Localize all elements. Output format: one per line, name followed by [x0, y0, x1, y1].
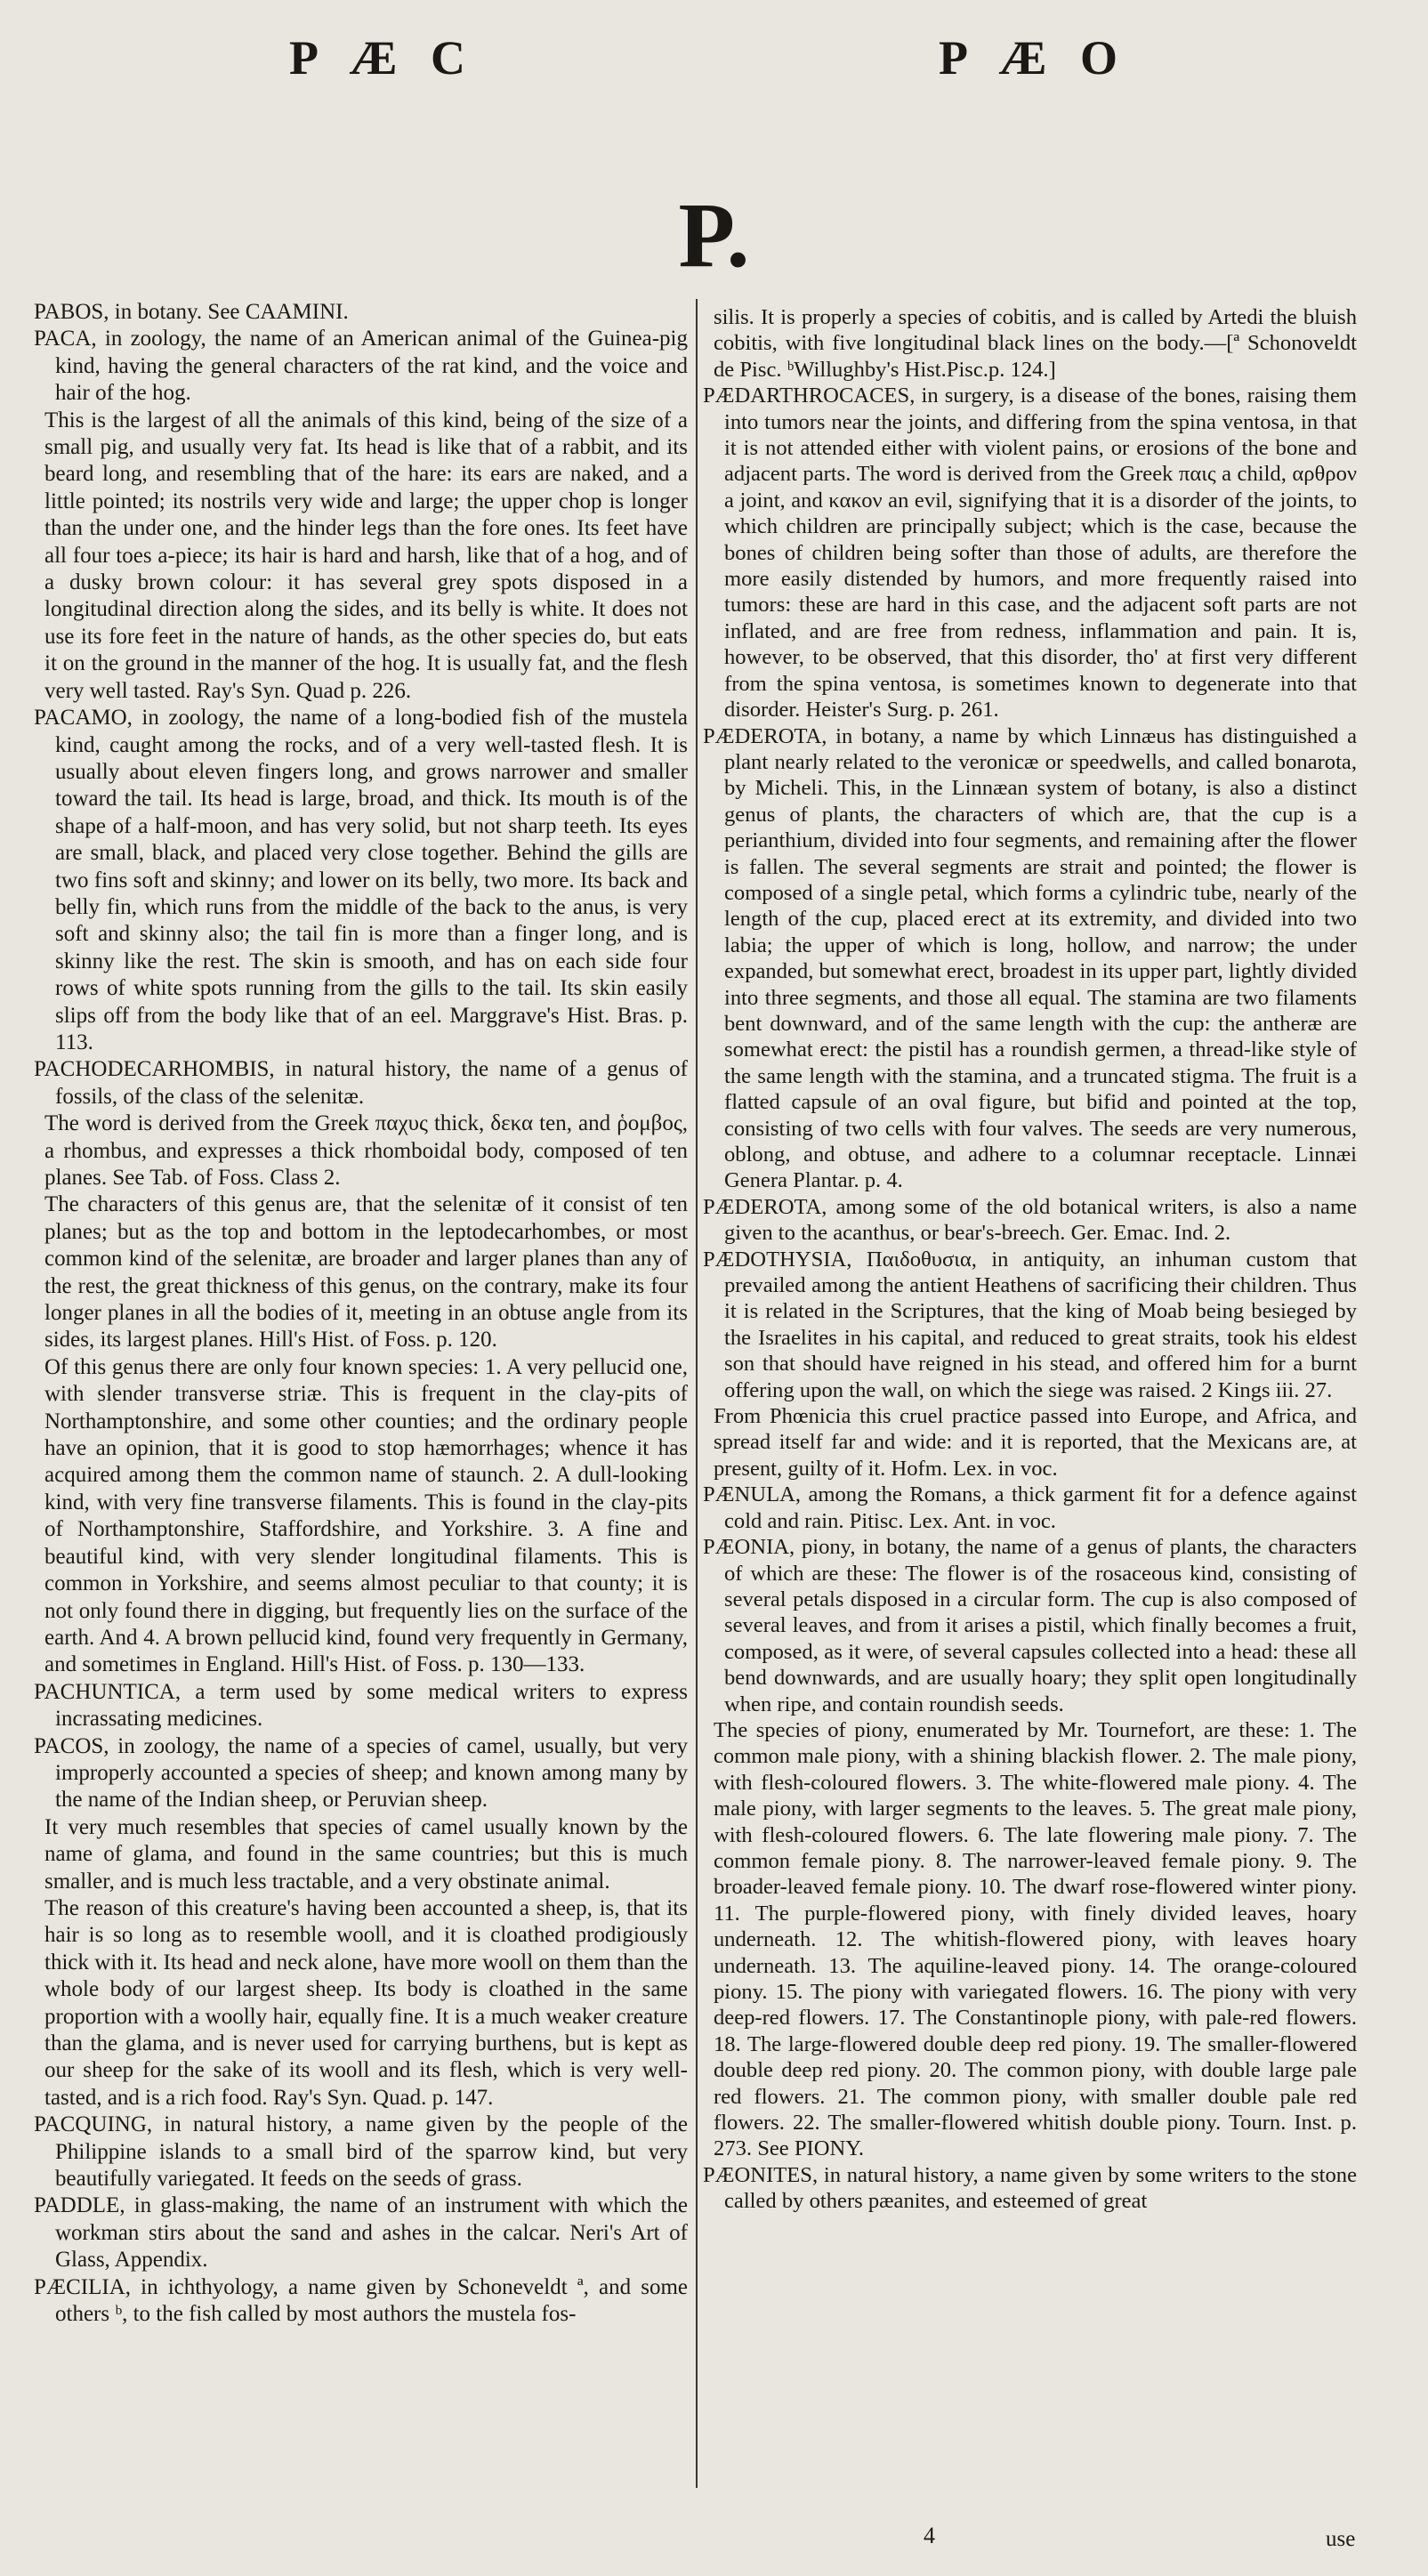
entry-text: From Phœnicia this cruel practice passed into Europe, and Africa, and spread itself far and wide: and it is reported, that the Mexicans are, at present, guilty of it. Hofm. Lex. in voc. [714, 1404, 1357, 1481]
running-head-right: P Æ O [939, 31, 1129, 85]
entry-text: in glass-making, the name of an instrument with which the workman stirs about the sand and ashes in the calcar. Neri's Art of Glass, Appendix. [55, 2193, 688, 2273]
left-column [34, 299, 688, 2328]
entry-headword: PACHODECARHOMBIS, [34, 1057, 275, 1082]
dictionary-entry [34, 1733, 688, 1814]
entry-text: piony, in botany, the name of a genus of plants, the characters of which are these: The flower is of the rosaceous kind, consisting of several petals disposed in a circular form. The cup is also composed of several leaves, and from it arises a pistil, which finally becomes a fruit, composed, as it were, of several capsules collected into a head: these all bend downwards, and are usually hoary; they split open longitudinally when ripe, and contain roundish seeds. [724, 1535, 1357, 1716]
dictionary-entry [34, 299, 688, 326]
entry-text: in botany. See CAAMINI. [109, 300, 349, 324]
dictionary-entry [34, 2112, 688, 2192]
entry-text: This is the largest of all the animals of this kind, being of the size of a small pig, and usually very fat. Its head is like that of a rabbit, and its beard long, and resembling that of the hare: its ears are naked, and a little pointed; its nostrils very wide and large; the upper chop is longer than the under one, and the hinder legs than the fore ones. Its feet have all four toes a-piece; its hair is hard and harsh, like that of a hog, and of a dusky brown colour: it has several grey spots disposed in a longitudinal direction along the sides, and its belly is white. It does not use its fore feet in the nature of hands, as the other species do, but eats it on the ground in the manner of the hog. It is usually fat, and the flesh very well tasted. Ray's Syn. Quad p. 226. [44, 408, 688, 703]
entry-text: in zoology, the name of an American animal of the Guinea-pig kind, having the general characters of the rat kind, and the voice and hair of the hog. [55, 327, 688, 406]
entry-text: The species of piony, enumerated by Mr. Tournefort, are these: 1. The common male piony, with a shining blackish flower. 2. The male piony, with flesh-coloured flowers. 3. The white-flowered male piony. 4. The male piony, with larger segments to the leaves. 5. The great male piony, with flesh-coloured flowers. 6. The late flowering male piony. 7. The common female piony. 8. The narrower-leaved female piony. 9. The broader-leaved female piony. 10. The dwarf rose-flowered winter piony. 11. The purple-flowered piony, with finely divided leaves, hoary underneath. 12. The whitish-flowered piony, with leaves hoary underneath. 13. The aquiline-leaved piony. 14. The orange-coloured piony. 15. The piony with variegated flowers. 16. The piony with very deep-red flowers. 17. The Constantinople piony, with pale-red flowers. 18. The large-flowered double deep red piony. 19. The smaller-flowered double deep red piony. 20. The common piony, with double large pale red flowers. 21. The common piony, with smaller double pale red flowers. 22. The smaller-flowered whitish double piony. Tourn. Inst. p. 273. See PIONY. [714, 1717, 1357, 2161]
entry-headword: PACQUING, [34, 2112, 153, 2137]
entry-text: in surgery, is a disease of the bones, raising them into tumors near the joints, and differing from the spina ventosa, in that it is not attended either with violent pains, or erosions of the bone and adjacent parts. The word is derived from the Greek παις a child, αρθρον a joint, and κακον an evil, signifying that it is a disorder of the joints, to which children are principally subject; which is the case, because the bones of children being softer than those of adults, are therefore the more easily distended by humors, and more frequently raised into tumors: these are hard in this case, and the adjacent soft parts are not inflated, and are free from redness, inflammation and pain. It is, however, to be observed, that this disorder, tho' at first very different from the spina ventosa, is sometimes known to degenerate into that disorder. Heister's Surg. p. 261. [724, 384, 1357, 723]
dictionary-entry [703, 1194, 1357, 1247]
dictionary-entry [703, 723, 1357, 1194]
entry-text: The word is derived from the Greek παχυς thick, δεκα ten, and ῥομβος, a rhombus, and expresses a thick rhomboidal body, composed of ten planes. See Tab. of Foss. Class 2. [44, 1111, 688, 1190]
entry-headword: PADDLE, [34, 2193, 125, 2218]
dictionary-entry [34, 1110, 688, 1191]
entry-headword: PÆONIA, [703, 1535, 795, 1560]
dictionary-entry [34, 1191, 688, 1353]
running-head-left: P Æ C [289, 31, 477, 85]
entry-text: in ichthyology, a name given by Schoneveldt ª, and some others ᵇ, to the fish called by most authors the mustela fos- [55, 2274, 688, 2327]
dictionary-entry [703, 1534, 1357, 1717]
entry-text: among the Romans, a thick garment fit for a defence against cold and rain. Pitisc. Lex. Ant. in voc. [724, 1482, 1357, 1533]
dictionary-entry [34, 2192, 688, 2273]
dictionary-entry [703, 1717, 1357, 2162]
dictionary-entry [703, 383, 1357, 723]
entry-headword: PABOS, [34, 300, 109, 324]
entry-headword: PÆDOTHYSIA, [703, 1247, 852, 1272]
entry-text: Παιδοθυσια, in antiquity, an inhuman custom that prevailed among the antient Heathens of sacrificing their children. Thus it is related in the Scriptures, that the king of Moab being besieged by the Israelites in his capital, and reduced to great straits, took his eldest son that should have reigned in his stead, and offered him for a burnt offering upon the wall, on which the siege was raised. 2 Kings iii. 27. [724, 1247, 1357, 1402]
entry-text: a term used by some medical writers to express incrassating medicines. [55, 1679, 688, 1732]
entry-text: in botany, a name by which Linnæus has distinguished a plant nearly related to the veronicæ or speedwells, and called bonarota, by Micheli. This, in the Linnæan system of botany, is also a distinct genus of plants, the characters of which are, that the cup is a perianthium, divided into four segments, and remaining after the flower is fallen. The several segments are strait and pointed; the flower is composed of a single petal, which forms a cylindric tube, nearly of the length of the cup, placed erect at its extremity, and divided into two labia; the upper of which is long, hollow, and narrow; the under expanded, but somewhat erect, broadest in its upper part, lightly divided into three segments, and those all equal. The stamina are two filaments bent downward, and of the same length with the cup: the antheræ are somewhat erect: the pistil has a roundish germen, a thread-like style of the same length with the stamina, and a truncated stigma. The fruit is a flatted capsule of an oval figure, but bifid and pointed at the top, consisting of two cells with four valves. The seeds are very numerous, oblong, and obtuse, and adhere to a columnar receptacle. Linnæi Genera Plantar. p. 4. [724, 723, 1357, 1193]
catchword: use [1326, 2527, 1356, 2551]
dictionary-entry [34, 1679, 688, 1733]
entry-text: in zoology, the name of a species of camel, usually, but very improperly accounted a species of sheep; and known among many by the name of the Indian sheep, or Peruvian sheep. [55, 1733, 688, 1813]
dictionary-entry [34, 1895, 688, 2112]
page-number: 4 [924, 2523, 935, 2548]
dictionary-entry [34, 1056, 688, 1110]
entry-text: in natural history, the name of a genus of fossils, of the class of the selenitæ. [55, 1057, 688, 1109]
entry-headword: PÆCILIA, [34, 2274, 132, 2299]
entry-headword: PÆDEROTA, [703, 723, 827, 748]
entry-text: silis. It is properly a species of cobitis, and is called by Artedi the bluish cobitis, with five longitudinal black lines on the body.—[ª Schonoveldt de Pisc. ᵇWillughby's Hist.Pisc.p. 124.] [714, 305, 1357, 382]
entry-text: in zoology, the name of a long-bodied fish of the mustela kind, caught among the rocks, and of a very well-tasted flesh. It is usually about eleven fingers long, and grows narrower and smaller toward the tail. Its head is large, broad, and thick. Its mouth is of the shape of a half-moon, and has very solid, but not sharp teeth. Its eyes are small, black, and placed very close together. Behind the gills are two fins soft and skinny; and lower on its belly, two more. Its back and belly fin, which runs from the middle of the back to the anus, is very soft and skinny also; the tail fin is more than a finger long, and is skinny like the rest. The skin is smooth, and has on each side four rows of white spots running from the gills to the tail. Its skin easily slips off from the body like that of an eel. Marggrave's Hist. Bras. p. 113. [55, 706, 688, 1054]
entry-text: The reason of this creature's having been accounted a sheep, is, that its hair is so long as to resemble wooll, and it is cloathed prodigiously thick with it. Its head and neck alone, have more wooll on them than the whole body of our largest sheep. Its body is cloathed in the same proportion with a woolly hair, equally fine. It is a much weaker creature than the glama, and is never used for carrying burthens, but is kept as our sheep for the sake of its wooll and its flesh, which is very well-tasted, and is a rich food. Ray's Syn. Quad. p. 147. [44, 1895, 688, 2110]
dictionary-entry [34, 705, 688, 1056]
dictionary-entry [703, 1403, 1357, 1482]
entry-text: in natural history, a name given by some writers to the stone called by others pæanites, and esteemed of great [724, 2162, 1357, 2214]
section-letter: P. [678, 184, 750, 287]
entry-headword: PÆNULA, [703, 1482, 801, 1507]
dictionary-entry [703, 2162, 1357, 2215]
dictionary-entry [34, 2274, 688, 2329]
entry-headword: PÆDARTHROCACES, [703, 384, 916, 408]
entry-headword: PÆDEROTA, [703, 1194, 827, 1219]
dictionary-entry [34, 326, 688, 407]
entry-headword: PACA, [34, 327, 97, 351]
dictionary-entry [34, 1814, 688, 1895]
dictionary-entry [703, 304, 1357, 383]
entry-text: among some of the old botanical writers, is also a name given to the acanthus, or bear's-breech. Ger. Emac. Ind. 2. [724, 1194, 1357, 1246]
column-rule [696, 299, 698, 2488]
dictionary-entry [703, 1247, 1357, 1403]
dictionary-entry [34, 1354, 688, 1679]
entry-text: in natural history, a name given by the people of the Philippine islands to a small bird of the sparrow kind, but very beautifully variegated. It feeds on the seeds of grass. [55, 2112, 688, 2192]
right-column [703, 304, 1357, 2215]
entry-headword: PÆONITES, [703, 2162, 819, 2187]
dictionary-entry [34, 408, 688, 705]
dictionary-entry [703, 1482, 1357, 1534]
entry-text: The characters of this genus are, that the selenitæ of it consist of ten planes; but as the top and bottom in the leptodecarhombes, or most common kind of the selenitæ, are broader and larger planes than any of the rest, the great thickness of this genus, on the contrary, make its four longer planes in all the bodies of it, meeting in an obtuse angle from its sides, its largest planes. Hill's Hist. of Foss. p. 120. [44, 1192, 688, 1353]
entry-text: It very much resembles that species of camel usually known by the name of glama, and found in the same countries; but this is much smaller, and is much less tractable, and a very obstinate animal. [44, 1814, 688, 1894]
entry-headword: PACHUNTICA, [34, 1679, 182, 1704]
entry-headword: PACOS, [34, 1733, 109, 1758]
entry-headword: PACAMO, [34, 706, 133, 731]
entry-text: Of this genus there are only four known species: 1. A very pellucid one, with slender transverse striæ. This is frequent in the clay-pits of Northamptonshire, and some other counties; and the ordinary people have an opinion, that it is good to stop hæmorrhages; whence it has acquired among them the common name of staunch. 2. A dull-looking kind, with very fine transverse filaments. This is found in the clay-pits of Northamptonshire, Staffordshire, and Yorkshire. 3. A fine and beautiful kind, with very slender longitudinal filaments. This is common in Yorkshire, and seems almost peculiar to that county; it is not only found there in digging, but frequently lies on the surface of the earth. And 4. A brown pellucid kind, found very frequently in Germany, and sometimes in England. Hill's Hist. of Foss. p. 130—133. [44, 1354, 688, 1677]
